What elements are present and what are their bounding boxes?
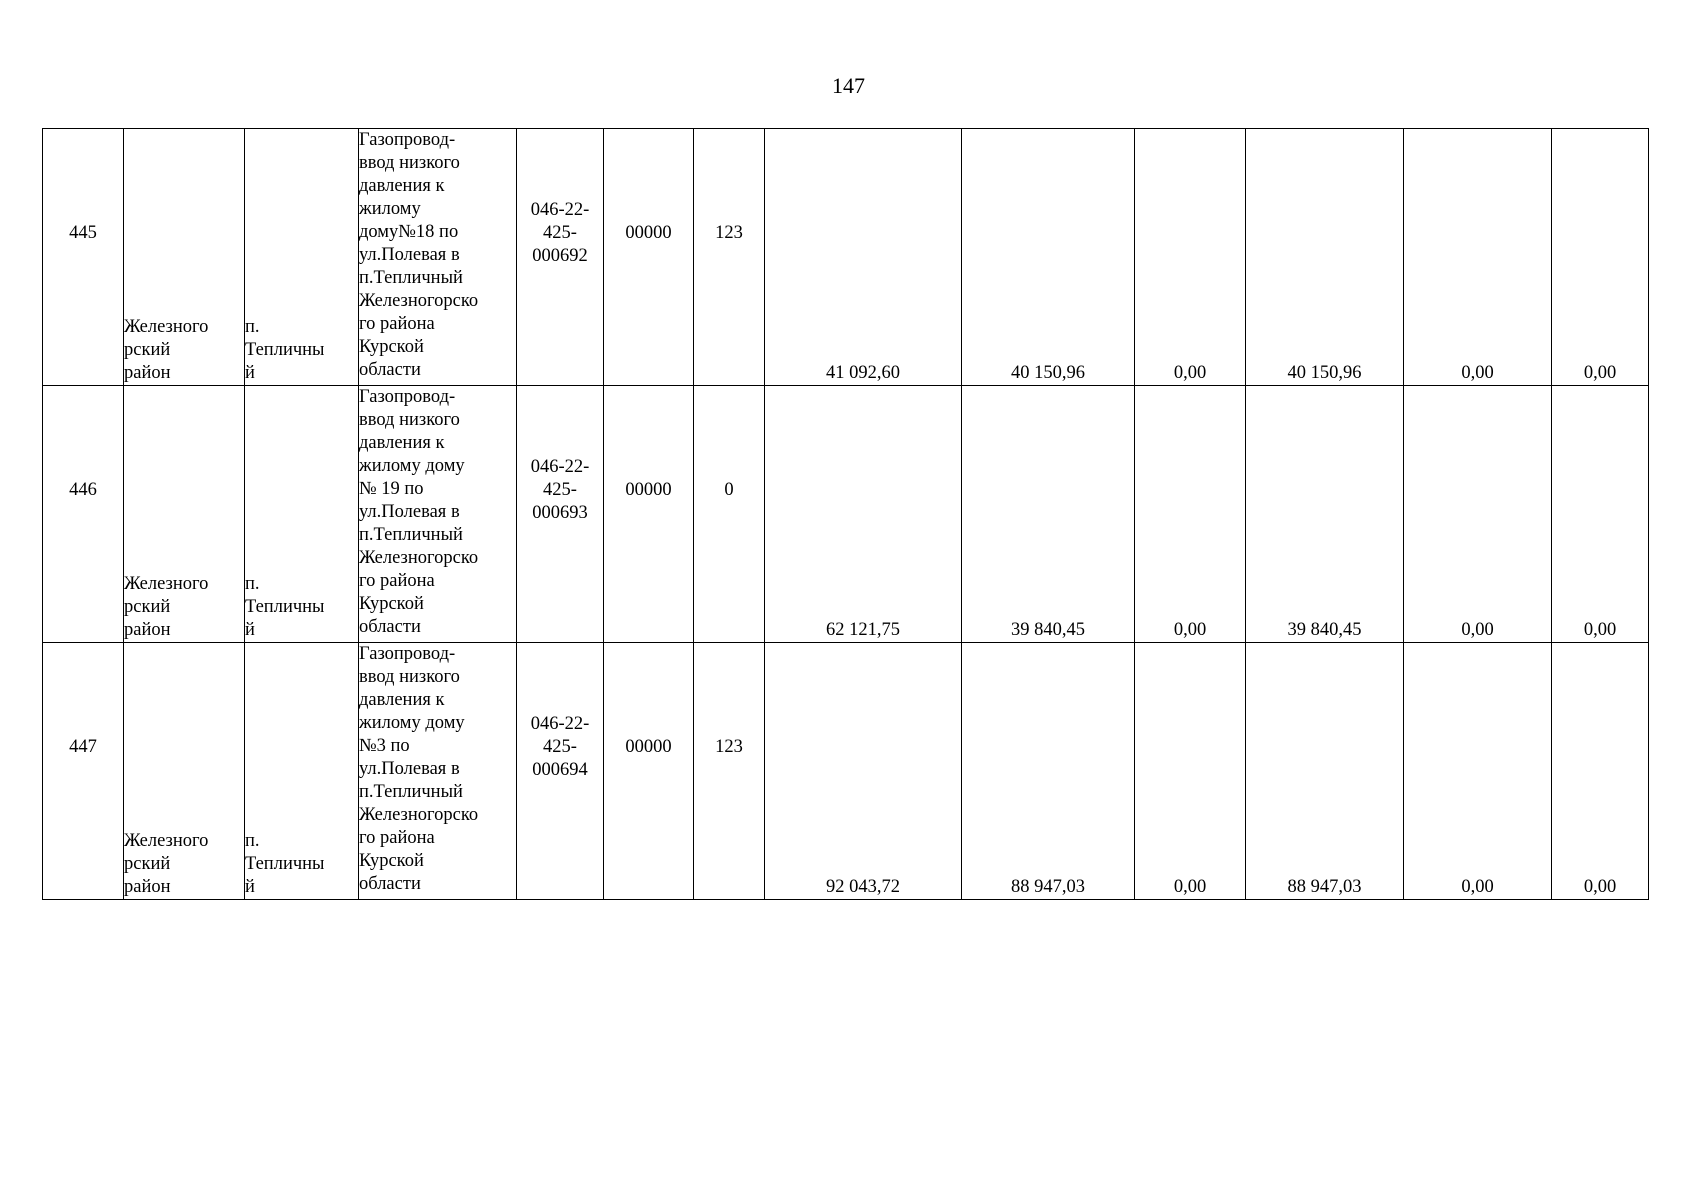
row-number-cell: 446 xyxy=(43,386,124,643)
code-zero-cell: 00000 xyxy=(604,643,694,900)
code-short-cell: 123 xyxy=(694,129,765,386)
code-short-cell: 0 xyxy=(694,386,765,643)
code-zero-cell: 00000 xyxy=(604,386,694,643)
registry-code-cell: 046-22- 425- 000692 xyxy=(517,129,604,386)
page-number: 147 xyxy=(832,73,865,98)
value-5-cell: 0,00 xyxy=(1404,129,1552,386)
district-cell: Железного рский район xyxy=(124,643,245,900)
settlement-cell: п. Тепличны й xyxy=(245,386,359,643)
value-4-cell: 88 947,03 xyxy=(1246,643,1404,900)
value-5-cell: 0,00 xyxy=(1404,386,1552,643)
table-row xyxy=(43,386,1649,643)
code-zero-cell: 00000 xyxy=(604,129,694,386)
row-number-cell: 447 xyxy=(43,643,124,900)
settlement-cell: п. Тепличны й xyxy=(245,129,359,386)
value-3-cell: 0,00 xyxy=(1135,386,1246,643)
object-name-cell: Газопровод- ввод низкого давления к жилому дому № 19 по ул.Полевая в п.Тепличный Железногорско го района Курской области xyxy=(359,386,517,643)
value-2-cell: 88 947,03 xyxy=(962,643,1135,900)
value-5-cell: 0,00 xyxy=(1404,643,1552,900)
value-1-cell: 62 121,75 xyxy=(765,386,962,643)
settlement-cell: п. Тепличны й xyxy=(245,643,359,900)
value-1-cell: 92 043,72 xyxy=(765,643,962,900)
value-6-cell: 0,00 xyxy=(1552,129,1649,386)
value-6-cell: 0,00 xyxy=(1552,386,1649,643)
value-2-cell: 40 150,96 xyxy=(962,129,1135,386)
value-1-cell: 41 092,60 xyxy=(765,129,962,386)
value-4-cell: 40 150,96 xyxy=(1246,129,1404,386)
table-row xyxy=(43,643,1649,900)
value-3-cell: 0,00 xyxy=(1135,643,1246,900)
registry-code-cell: 046-22- 425- 000694 xyxy=(517,643,604,900)
table-row xyxy=(43,129,1649,386)
registry-code-cell: 046-22- 425- 000693 xyxy=(517,386,604,643)
value-4-cell: 39 840,45 xyxy=(1246,386,1404,643)
district-cell: Железного рский район xyxy=(124,386,245,643)
object-name-cell: Газопровод- ввод низкого давления к жилому дому№18 по ул.Полевая в п.Тепличный Железногорско го района Курской области xyxy=(359,129,517,386)
object-name-cell: Газопровод- ввод низкого давления к жилому дому №3 по ул.Полевая в п.Тепличный Железногорско го района Курской области xyxy=(359,643,517,900)
code-short-cell: 123 xyxy=(694,643,765,900)
registry-table xyxy=(42,128,1649,900)
value-6-cell: 0,00 xyxy=(1552,643,1649,900)
district-cell: Железного рский район xyxy=(124,129,245,386)
row-number-cell: 445 xyxy=(43,129,124,386)
value-2-cell: 39 840,45 xyxy=(962,386,1135,643)
value-3-cell: 0,00 xyxy=(1135,129,1246,386)
